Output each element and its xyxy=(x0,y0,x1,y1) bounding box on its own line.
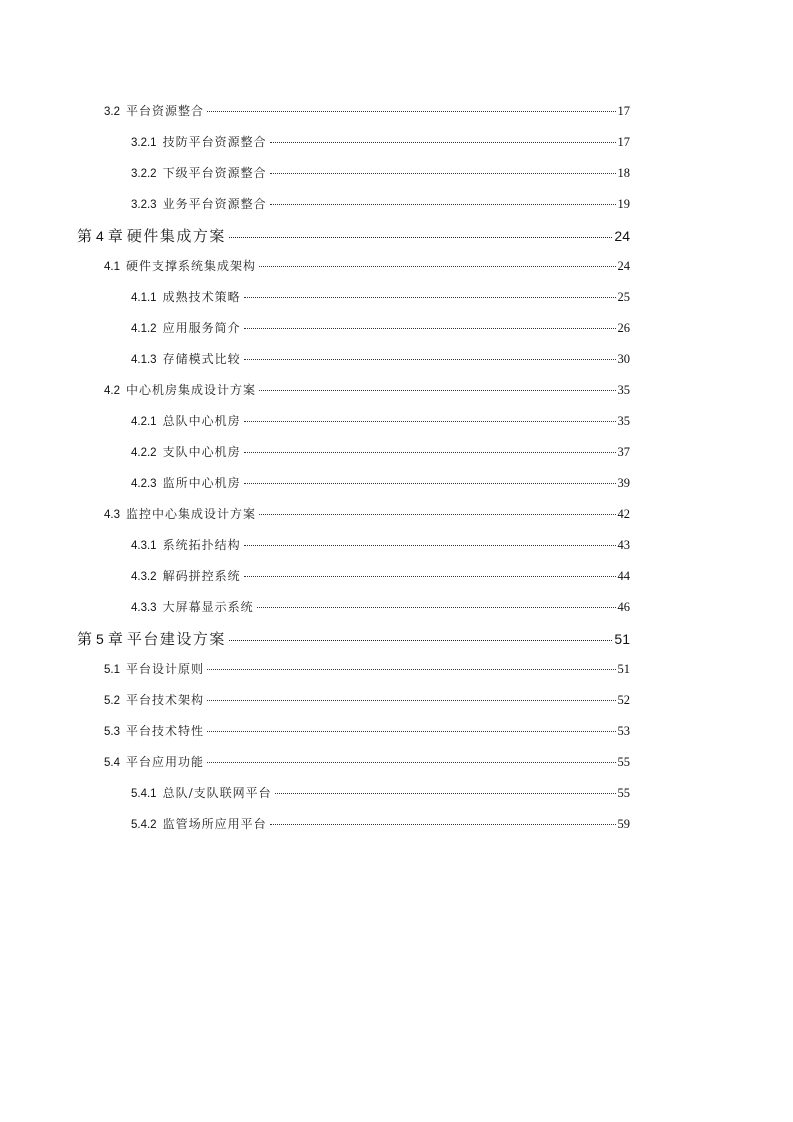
toc-entry-number: 4.1 xyxy=(104,261,120,273)
toc-entry-page: 53 xyxy=(617,724,630,738)
toc-entry[interactable] xyxy=(131,133,630,155)
toc-entry[interactable] xyxy=(131,598,630,620)
toc-entry-title: 下级平台资源整合 xyxy=(162,166,267,180)
toc-entry-page: 51 xyxy=(617,662,630,676)
toc-entry-page: 26 xyxy=(617,321,630,335)
toc-entry-number: 3.2.1 xyxy=(131,137,157,149)
toc-entry-number: 5.4.1 xyxy=(131,788,157,800)
toc-entry[interactable] xyxy=(104,257,630,279)
toc-entry-title: 中心机房集成设计方案 xyxy=(126,383,257,397)
toc-entry-number: 3.2.2 xyxy=(131,168,157,180)
toc-entry-page: 39 xyxy=(617,476,630,490)
chapter-prefix: 第 xyxy=(77,630,93,648)
toc-entry-page: 35 xyxy=(617,414,630,428)
toc-entry-number: 4.2.1 xyxy=(131,416,157,428)
chapter-number: 5 xyxy=(96,631,104,647)
toc-entry-title: 大屏幕显示系统 xyxy=(162,600,254,614)
chapter-prefix: 第 xyxy=(77,227,93,245)
toc-entry-number: 4.1.1 xyxy=(131,292,157,304)
dot-leader xyxy=(244,328,616,329)
dot-leader xyxy=(207,111,615,112)
dot-leader xyxy=(270,173,616,174)
toc-entry[interactable] xyxy=(104,753,630,775)
toc-entry[interactable] xyxy=(131,536,630,558)
dot-leader xyxy=(257,607,616,608)
chapter-number: 4 xyxy=(96,228,104,244)
toc-entry-number: 4.3.3 xyxy=(131,602,157,614)
toc-entry-page: 52 xyxy=(617,693,630,707)
toc-entry-title: 监管场所应用平台 xyxy=(162,817,267,831)
toc-entry-title: 总队中心机房 xyxy=(162,414,241,428)
toc-entry[interactable] xyxy=(131,784,630,806)
dot-leader xyxy=(207,700,615,701)
toc-entry-title: 硬件集成方案 xyxy=(126,227,226,245)
toc-entry-page: 44 xyxy=(617,569,630,583)
toc-entry[interactable] xyxy=(104,691,630,713)
toc-entry-number: 4.3.1 xyxy=(131,540,157,552)
toc-entry-page: 42 xyxy=(617,507,630,521)
toc-entry[interactable] xyxy=(104,505,630,527)
dot-leader xyxy=(207,762,615,763)
toc-entry-page: 37 xyxy=(617,445,630,459)
toc-entry-number: 5.2 xyxy=(104,695,120,707)
toc-entry-page: 30 xyxy=(617,352,630,366)
toc-entry-number: 5.4.2 xyxy=(131,819,157,831)
toc-chapter-entry[interactable] xyxy=(77,628,630,650)
toc-entry[interactable] xyxy=(131,164,630,186)
toc-entry[interactable] xyxy=(131,474,630,496)
dot-leader xyxy=(275,793,616,794)
dot-leader xyxy=(270,204,616,205)
toc-entry-title: 监控中心集成设计方案 xyxy=(126,507,257,521)
dot-leader xyxy=(207,669,615,670)
toc-entry-page: 24 xyxy=(617,259,630,273)
toc-entry-page: 55 xyxy=(617,755,630,769)
toc-entry-number: 4.1.2 xyxy=(131,323,157,335)
toc-entry[interactable] xyxy=(131,288,630,310)
toc-entry-title: 应用服务简介 xyxy=(162,321,241,335)
toc-entry-number: 4.2.3 xyxy=(131,478,157,490)
toc-entry[interactable] xyxy=(131,195,630,217)
toc-entry[interactable] xyxy=(104,722,630,744)
toc-entry[interactable] xyxy=(131,412,630,434)
toc-entry-title: 业务平台资源整合 xyxy=(162,197,267,211)
toc-entry-title: 成熟技术策略 xyxy=(162,290,241,304)
toc-entry[interactable] xyxy=(104,381,630,403)
toc-entry[interactable] xyxy=(131,319,630,341)
toc-entry-page: 46 xyxy=(617,600,630,614)
toc-entry-number: 3.2.3 xyxy=(131,199,157,211)
toc-entry-title: 平台技术架构 xyxy=(126,693,205,707)
toc-entry-page: 43 xyxy=(617,538,630,552)
dot-leader xyxy=(229,237,613,238)
toc-entry[interactable] xyxy=(104,102,630,124)
chapter-suffix: 章 xyxy=(107,630,123,648)
toc-entry-page: 55 xyxy=(617,786,630,800)
toc-entry[interactable] xyxy=(131,815,630,837)
dot-leader xyxy=(270,142,616,143)
toc-entry-title: 平台应用功能 xyxy=(126,755,205,769)
toc-entry-title: 解码拼控系统 xyxy=(162,569,241,583)
dot-leader xyxy=(244,359,616,360)
toc-entry-number: 4.2 xyxy=(104,385,120,397)
toc-entry-title: 硬件支撑系统集成架构 xyxy=(126,259,257,273)
toc-entry-title: 平台资源整合 xyxy=(126,104,205,118)
toc-entry-title: 存储模式比较 xyxy=(162,352,241,366)
dot-leader xyxy=(207,731,615,732)
toc-entry-number: 5.3 xyxy=(104,726,120,738)
toc-entry-page: 25 xyxy=(617,290,630,304)
toc-entry-number: 4.2.2 xyxy=(131,447,157,459)
dot-leader xyxy=(244,576,616,577)
toc-entry-title: 系统拓扑结构 xyxy=(162,538,241,552)
chapter-suffix: 章 xyxy=(107,227,123,245)
toc-entry-number: 3.2 xyxy=(104,106,120,118)
toc-entry-number: 5.1 xyxy=(104,664,120,676)
toc-entry-page: 59 xyxy=(617,817,630,831)
toc-entry-title: 平台设计原则 xyxy=(126,662,205,676)
toc-entry-title: 技防平台资源整合 xyxy=(162,135,267,149)
dot-leader xyxy=(244,421,616,422)
toc-entry[interactable] xyxy=(131,350,630,372)
toc-entry-title: 支队中心机房 xyxy=(162,445,241,459)
toc-entry-page: 24 xyxy=(614,228,630,244)
dot-leader xyxy=(259,390,615,391)
toc-entry[interactable] xyxy=(104,660,630,682)
toc-entry-page: 19 xyxy=(617,197,630,211)
toc-entry-title: 总队/支队联网平台 xyxy=(162,786,272,800)
toc-entry-page: 51 xyxy=(614,631,630,647)
toc-entry-title: 平台技术特性 xyxy=(126,724,205,738)
toc-entry-page: 17 xyxy=(617,104,630,118)
toc-entry-number: 4.3.2 xyxy=(131,571,157,583)
dot-leader xyxy=(259,266,615,267)
toc-entry-number: 4.1.3 xyxy=(131,354,157,366)
toc-entry-title: 平台建设方案 xyxy=(126,630,226,648)
toc-entry[interactable] xyxy=(131,567,630,589)
dot-leader xyxy=(244,483,616,484)
dot-leader xyxy=(229,640,613,641)
toc-entry-page: 35 xyxy=(617,383,630,397)
toc-entry-number: 5.4 xyxy=(104,757,120,769)
toc-entry[interactable] xyxy=(131,443,630,465)
toc-entry-number: 4.3 xyxy=(104,509,120,521)
dot-leader xyxy=(244,452,616,453)
toc-chapter-entry[interactable] xyxy=(77,225,630,247)
toc-entry-page: 18 xyxy=(617,166,630,180)
dot-leader xyxy=(244,297,616,298)
dot-leader xyxy=(259,514,615,515)
dot-leader xyxy=(244,545,616,546)
toc-entry-title: 监所中心机房 xyxy=(162,476,241,490)
toc-entry-page: 17 xyxy=(617,135,630,149)
dot-leader xyxy=(270,824,616,825)
